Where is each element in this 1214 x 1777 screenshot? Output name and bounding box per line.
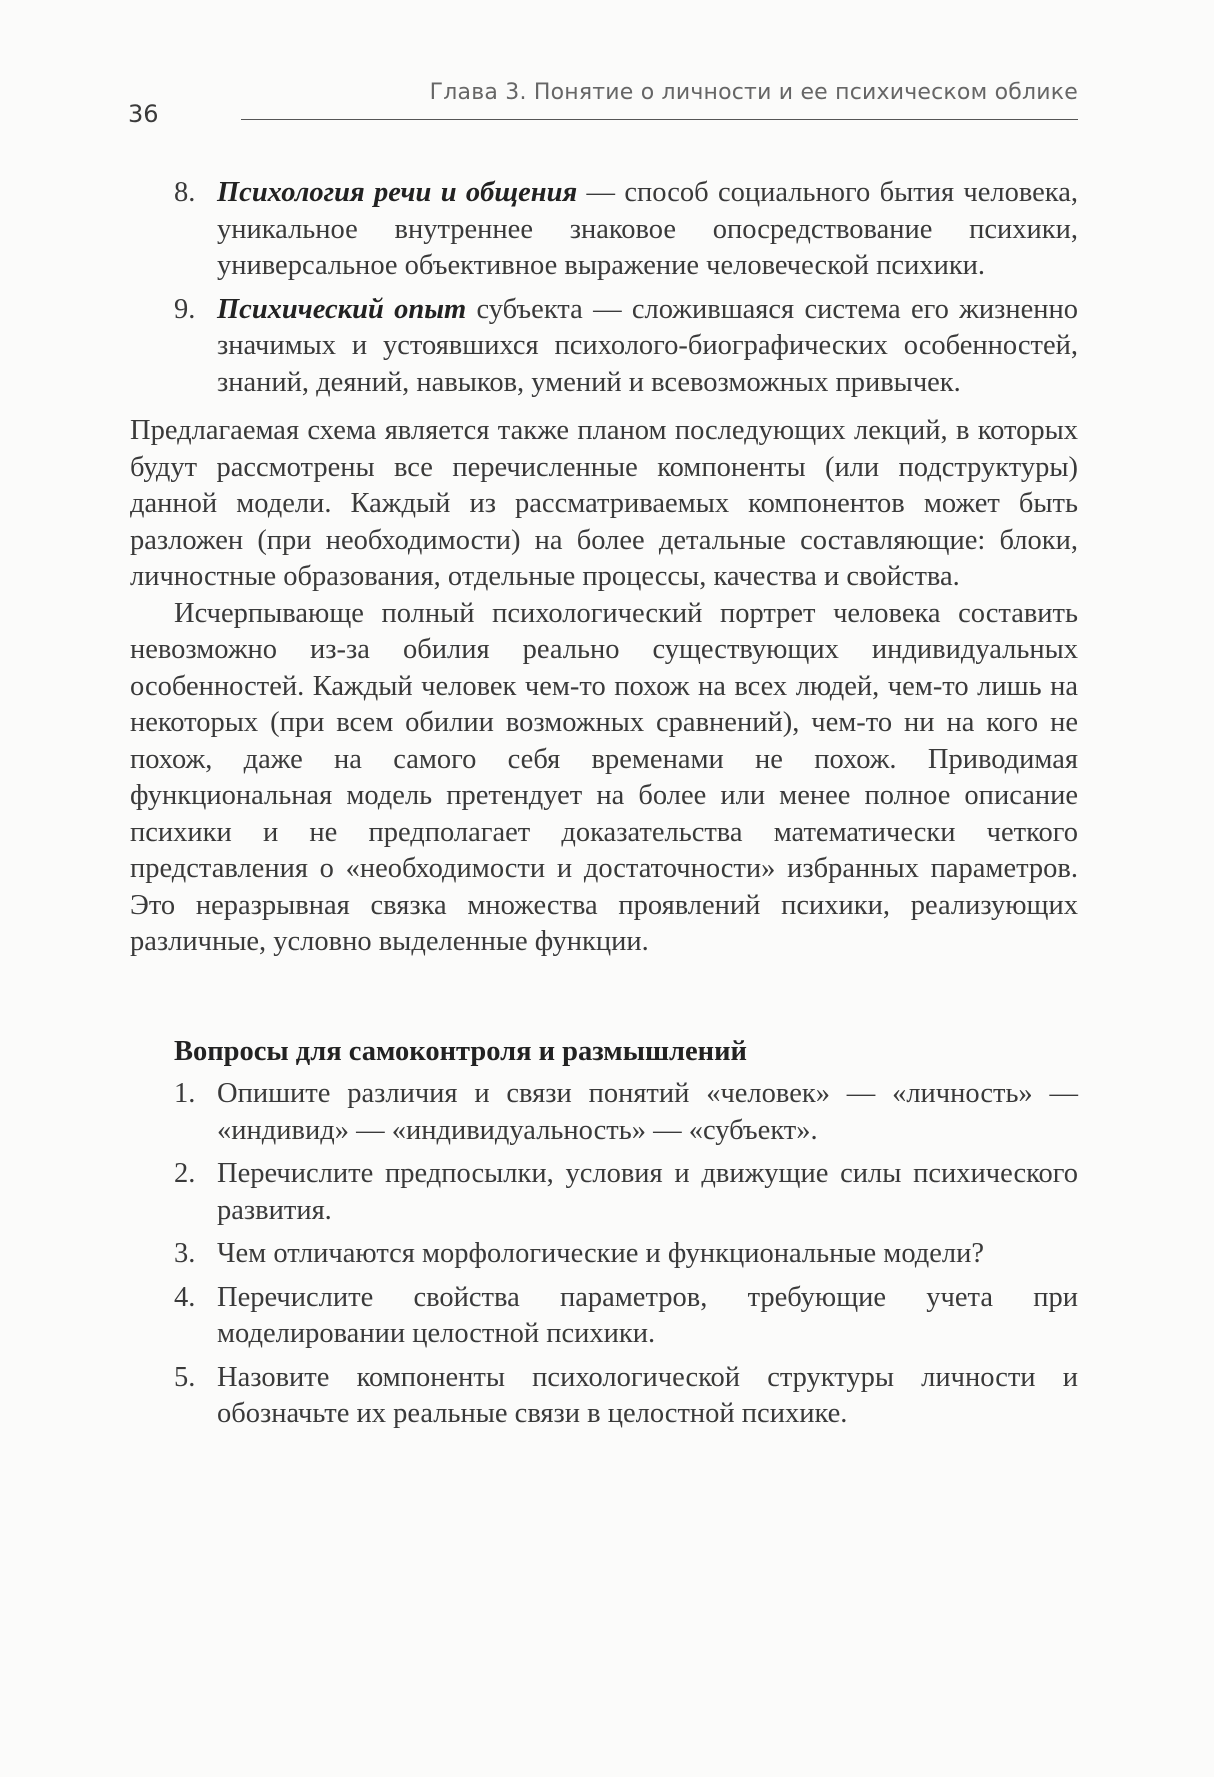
page-body	[130, 175, 1078, 1440]
questions-list	[130, 1076, 1078, 1433]
question-item	[130, 1076, 1078, 1149]
running-title: Глава 3. Понятие о личности и ее психическом облике	[429, 80, 1078, 105]
paragraph: Предлагаемая схема является также планом последующих лекций, в которых будут рассмотрены все перечисленные компоненты (или подструктуры) данной модели. Каждый из рассматриваемых компонентов может быть разложен (при необходимости) на более детальные составляющие: блоки, личностные образования, отдельные процессы, качества и свойства.	[130, 415, 1078, 592]
definition-text: субъекта — сложившаяся система его жизненно значимых и устоявшихся психолого-биографических особенностей, знаний, деяний, навыков, умений и всевозможных привычек.	[217, 293, 1079, 398]
item-number: 1.	[174, 1078, 196, 1109]
question-item	[130, 1156, 1078, 1229]
questions-heading: Вопросы для самоконтроля и размышлений	[174, 1035, 747, 1067]
item-number: 4.	[174, 1281, 196, 1313]
question-text: Назовите компоненты психологической структуры личности и обозначьте их реальные связи в целостной психике.	[217, 1361, 1078, 1429]
item-number: 3.	[174, 1238, 196, 1269]
question-item	[130, 1360, 1078, 1433]
item-number: 9.	[174, 293, 196, 325]
questions-section	[130, 1034, 1078, 1433]
question-text: Опишите различия и связи понятий «человек» — «личность» — «индивид» — «индивидуальность» — «субъект».	[217, 1078, 1078, 1146]
question-item	[130, 1280, 1078, 1353]
question-text: Перечислите свойства параметров, требующие учета при моделировании целостной психики.	[217, 1281, 1078, 1349]
definition-text: — способ социального бытия человека, уникальное внутреннее знаковое опосредствование психики, универсальное объективное выражение человеческой психики.	[217, 177, 1078, 281]
definition-term: Психология речи и общения	[217, 177, 578, 208]
item-number: 8.	[174, 177, 196, 208]
definitions-list	[130, 175, 1078, 401]
definition-item	[130, 175, 1078, 285]
definition-item	[130, 292, 1078, 402]
paragraph: Исчерпывающе полный психологический портрет человека составить невозможно из-за обилия реально существующих индивидуальных особенностей. Каждый человек чем-то похож на всех людей, чем-то лишь на некоторых (при всем обилии возможных сравнений), чем-то ни на кого не похож, даже на самого себя временами не похож. Приводимая функциональная модель претендует на более или менее полное описание психики и не предполагает доказательства математически четкого представления о «необходимости и достаточности» избранных параметров. Это неразрывная связка множества проявлений психики, реализующих различные, условно выделенные функции.	[130, 597, 1078, 957]
question-text: Перечислите предпосылки, условия и движущие силы психического развития.	[217, 1158, 1078, 1226]
item-number: 2.	[174, 1158, 196, 1189]
question-text: Чем отличаются морфологические и функциональные модели?	[217, 1238, 985, 1269]
definition-term: Психический опыт	[217, 293, 467, 325]
header-rule	[241, 119, 1078, 120]
page-number: 36	[128, 100, 159, 128]
item-number: 5.	[174, 1361, 196, 1393]
question-item	[130, 1236, 1078, 1273]
